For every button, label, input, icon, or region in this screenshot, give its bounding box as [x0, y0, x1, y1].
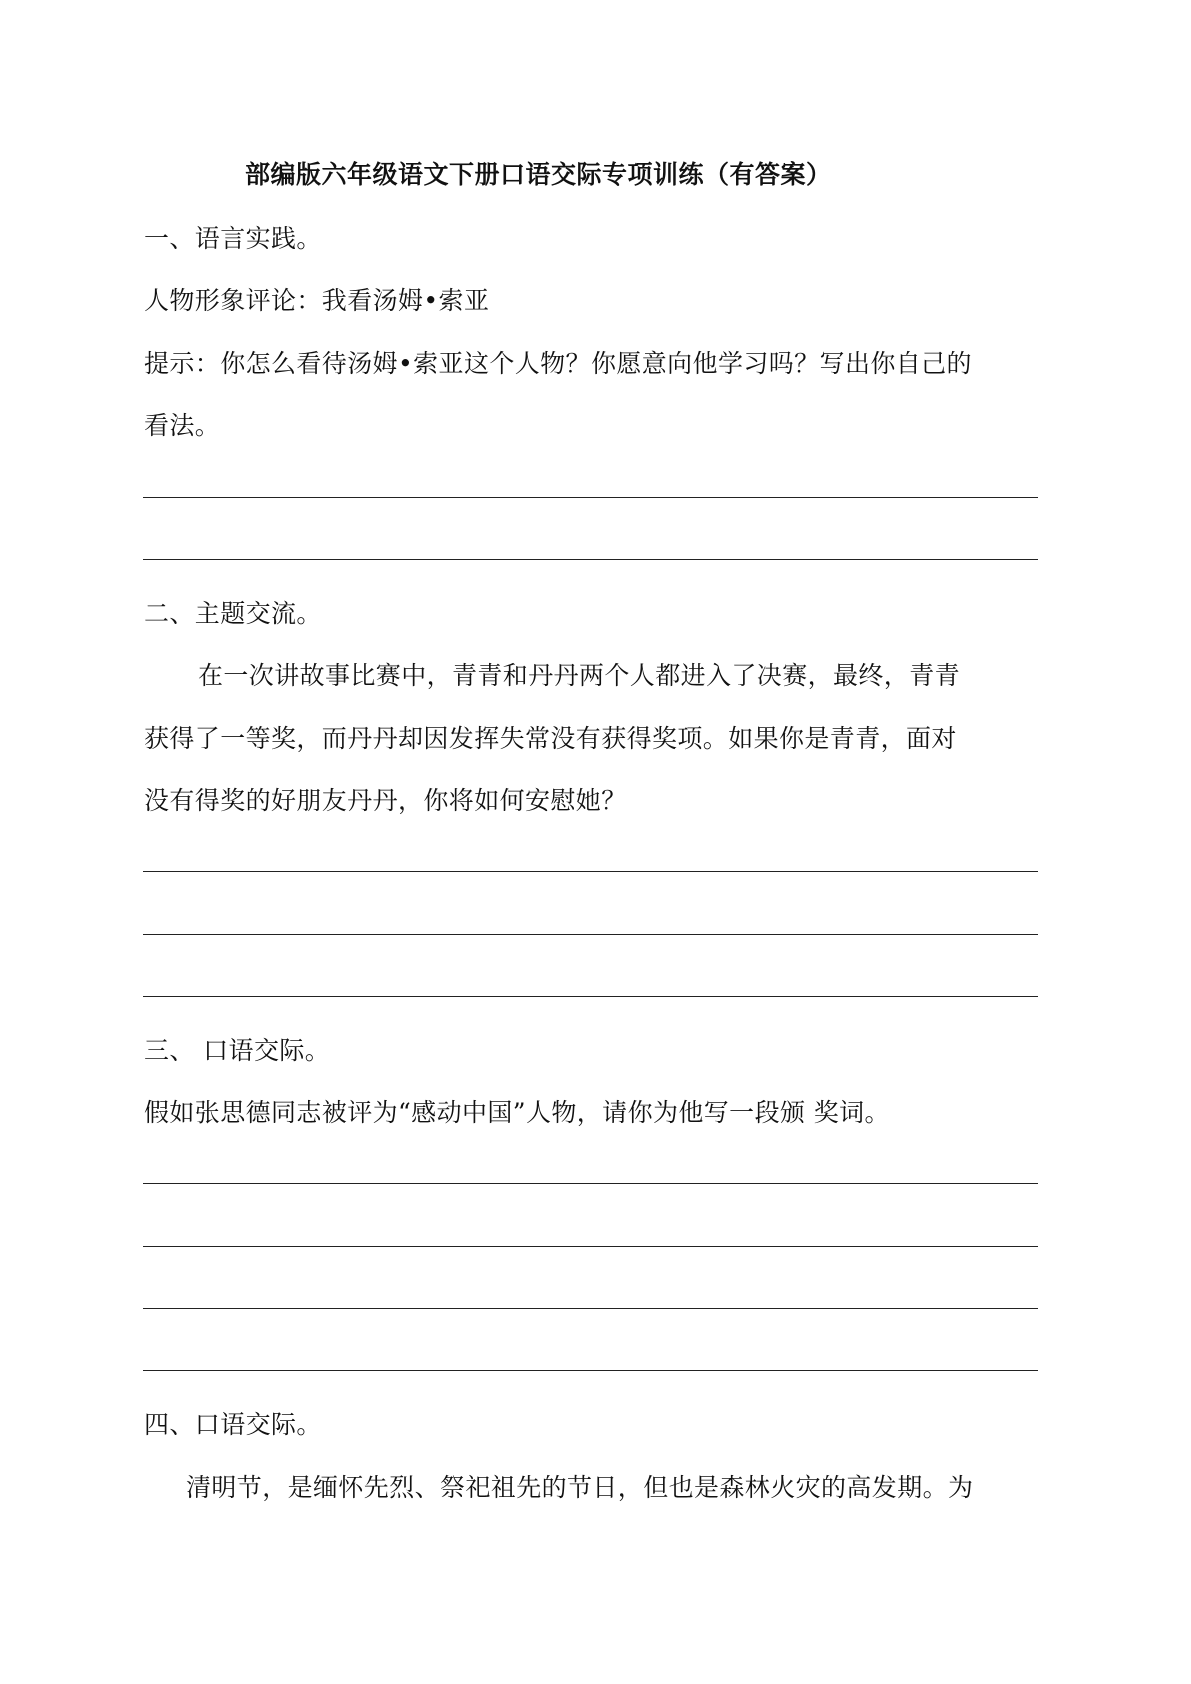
section-3-heading: 三、 口语交际。 — [144, 1036, 331, 1065]
answer-line[interactable] — [143, 1308, 1038, 1309]
section-1-prompt-line-2: 看法。 — [144, 411, 221, 440]
page-title: 部编版六年级语文下册口语交际专项训练（有答案） — [245, 160, 832, 189]
section-2-paragraph-line-2: 获得了一等奖，而丹丹却因发挥失常没有获得奖项。如果你是青青，面对 — [144, 724, 957, 753]
answer-line[interactable] — [143, 1183, 1038, 1184]
section-2-heading: 二、主题交流。 — [144, 599, 322, 628]
answer-line[interactable] — [143, 1370, 1038, 1371]
section-1-subtitle: 人物形象评论：我看汤姆•索亚 — [144, 286, 490, 315]
section-1-prompt-line-1: 提示：你怎么看待汤姆•索亚这个人物？你愿意向他学习吗？写出你自己的 — [144, 349, 972, 378]
section-3-prompt: 假如张思德同志被评为“感动中国”人物，请你为他写一段颁 奖词。 — [144, 1098, 890, 1127]
section-4-heading: 四、口语交际。 — [144, 1410, 322, 1439]
answer-line[interactable] — [143, 497, 1038, 498]
answer-line[interactable] — [143, 996, 1038, 997]
answer-line[interactable] — [143, 559, 1038, 560]
answer-line[interactable] — [143, 871, 1038, 872]
section-2-paragraph-line-1: 在一次讲故事比赛中，青青和丹丹两个人都进入了决赛，最终，青青 — [198, 661, 961, 690]
answer-line[interactable] — [143, 1246, 1038, 1247]
section-1-heading: 一、语言实践。 — [144, 224, 322, 253]
section-4-paragraph-line-1: 清明节，是缅怀先烈、祭祀祖先的节日，但也是森林火灾的高发期。为 — [186, 1473, 974, 1502]
section-2-paragraph-line-3: 没有得奖的好朋友丹丹，你将如何安慰她？ — [144, 786, 627, 815]
answer-line[interactable] — [143, 934, 1038, 935]
